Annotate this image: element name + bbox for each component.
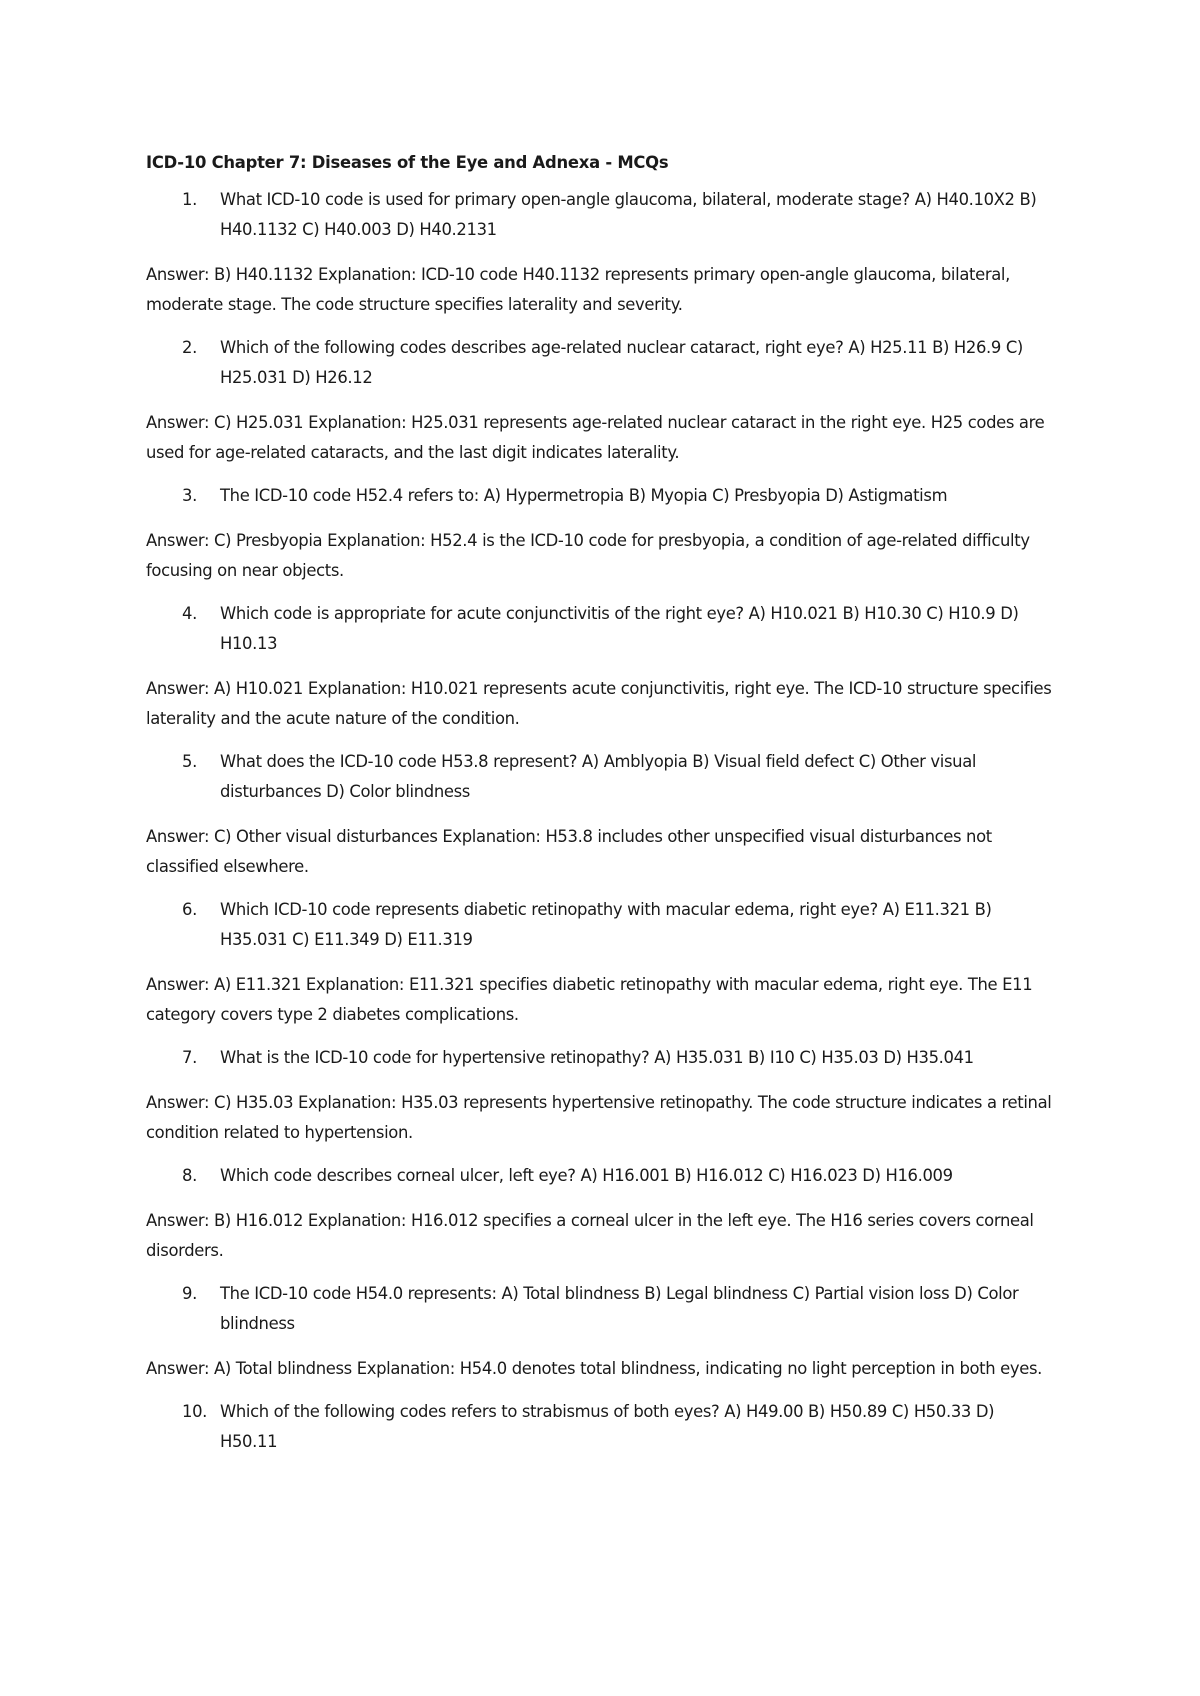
question-text: What is the ICD-10 code for hypertensive retinopathy? A) H35.031 B) I10 C) H35.03 D) H35.041 [220,1048,974,1067]
question-number: 9. [182,1284,197,1303]
question-number: 7. [182,1048,197,1067]
question-text: The ICD-10 code H54.0 represents: A) Total blindness B) Legal blindness C) Partial vision loss D) Color blindness [220,1284,1019,1333]
question-number: 8. [182,1166,197,1185]
question-number: 4. [182,604,197,623]
question-text: Which of the following codes refers to strabismus of both eyes? A) H49.00 B) H50.89 C) H50.33 D) H50.11 [220,1402,995,1451]
question-number: 1. [182,190,197,209]
question-text: What does the ICD-10 code H53.8 represent? A) Amblyopia B) Visual field defect C) Other visual disturbances D) Color blindness [220,752,977,801]
question-item [146,185,1056,245]
question-item [146,599,1056,659]
question-text: Which code is appropriate for acute conjunctivitis of the right eye? A) H10.021 B) H10.30 C) H10.9 D) H10.13 [220,604,1019,653]
question-item [146,895,1056,955]
question-text: Which code describes corneal ulcer, left eye? A) H16.001 B) H16.012 C) H16.023 D) H16.009 [220,1166,953,1185]
question-item [146,1397,1056,1457]
answer-explanation: Answer: C) H35.03 Explanation: H35.03 represents hypertensive retinopathy. The code structure indicates a retinal condition related to hypertension. [146,1093,1052,1142]
question-text: What ICD-10 code is used for primary open-angle glaucoma, bilateral, moderate stage? A) H40.10X2 B) H40.1132 C) H40.003 D) H40.2131 [220,190,1037,239]
question-text: Which of the following codes describes age-related nuclear cataract, right eye? A) H25.11 B) H26.9 C) H25.031 D) H26.12 [220,338,1023,387]
answer-explanation: Answer: B) H40.1132 Explanation: ICD-10 code H40.1132 represents primary open-angle glaucoma, bilateral, moderate stage. The code structure specifies laterality and severity. [146,265,1010,314]
answer-explanation: Answer: C) Other visual disturbances Explanation: H53.8 includes other unspecified visual disturbances not classified elsewhere. [146,827,992,876]
question-number: 10. [182,1402,208,1421]
question-item [146,1043,1056,1073]
answer-explanation: Answer: A) H10.021 Explanation: H10.021 represents acute conjunctivitis, right eye. The ICD-10 structure specifies laterality and the acute nature of the condition. [146,679,1052,728]
question-text: Which ICD-10 code represents diabetic retinopathy with macular edema, right eye? A) E11.321 B) H35.031 C) E11.349 D) E11.319 [220,900,992,949]
document-title: ICD-10 Chapter 7: Diseases of the Eye and Adnexa - MCQs [146,153,669,172]
answer-explanation: Answer: A) E11.321 Explanation: E11.321 specifies diabetic retinopathy with macular edema, right eye. The E11 category covers type 2 diabetes complications. [146,975,1033,1024]
answer-explanation: Answer: B) H16.012 Explanation: H16.012 specifies a corneal ulcer in the left eye. The H16 series covers corneal disorders. [146,1211,1034,1260]
question-number: 2. [182,338,197,357]
question-item [146,1279,1056,1339]
question-text: The ICD-10 code H52.4 refers to: A) Hypermetropia B) Myopia C) Presbyopia D) Astigmatism [220,486,948,505]
question-item [146,1161,1056,1191]
answer-explanation: Answer: C) Presbyopia Explanation: H52.4 is the ICD-10 code for presbyopia, a condition of age-related difficulty focusing on near objects. [146,531,1030,580]
question-item [146,333,1056,393]
question-item [146,747,1056,807]
question-number: 5. [182,752,197,771]
answer-explanation: Answer: C) H25.031 Explanation: H25.031 represents age-related nuclear cataract in the right eye. H25 codes are used for age-related cataracts, and the last digit indicates laterality. [146,413,1045,462]
answer-explanation: Answer: A) Total blindness Explanation: H54.0 denotes total blindness, indicating no light perception in both eyes. [146,1359,1043,1378]
document-page [146,148,1056,1472]
question-number: 3. [182,486,197,505]
question-number: 6. [182,900,197,919]
question-item [146,481,1056,511]
